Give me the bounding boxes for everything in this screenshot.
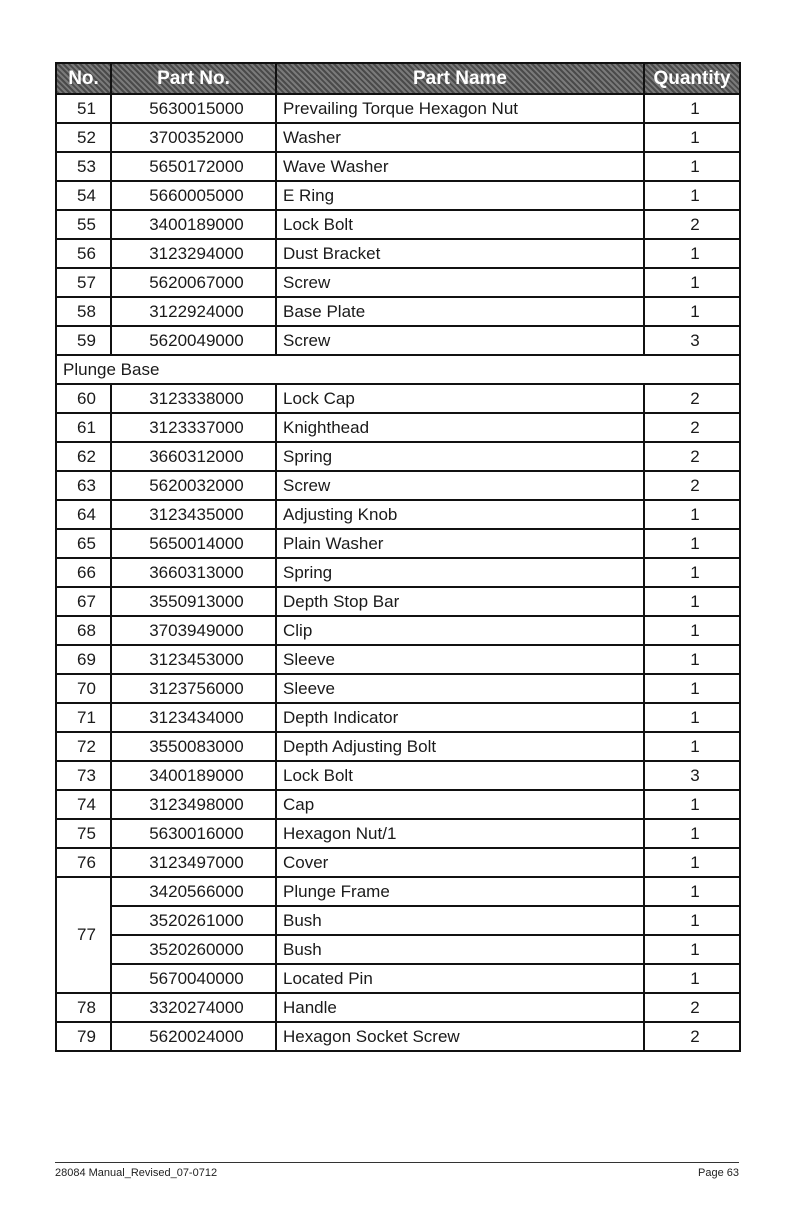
header-row <box>56 63 740 94</box>
part-name: Screw <box>276 268 644 297</box>
item-number: 63 <box>56 471 111 500</box>
section-row <box>56 355 740 384</box>
item-number: 65 <box>56 529 111 558</box>
part-name: Hexagon Nut/1 <box>276 819 644 848</box>
part-number: 5660005000 <box>111 181 276 210</box>
part-name: Screw <box>276 326 644 355</box>
part-name: Depth Stop Bar <box>276 587 644 616</box>
part-name: Lock Bolt <box>276 761 644 790</box>
item-number: 69 <box>56 645 111 674</box>
quantity: 2 <box>644 993 740 1022</box>
table-row <box>56 558 740 587</box>
item-number: 58 <box>56 297 111 326</box>
part-name: Lock Cap <box>276 384 644 413</box>
quantity: 1 <box>644 152 740 181</box>
table-row <box>56 877 740 906</box>
quantity: 1 <box>644 848 740 877</box>
item-number: 67 <box>56 587 111 616</box>
quantity: 1 <box>644 239 740 268</box>
table-row <box>56 848 740 877</box>
part-number: 3520260000 <box>111 935 276 964</box>
quantity: 1 <box>644 558 740 587</box>
table-row <box>56 123 740 152</box>
part-name: Plain Washer <box>276 529 644 558</box>
item-number: 55 <box>56 210 111 239</box>
table-row <box>56 500 740 529</box>
part-number: 3123337000 <box>111 413 276 442</box>
part-number: 3660313000 <box>111 558 276 587</box>
part-number: 5650172000 <box>111 152 276 181</box>
quantity: 2 <box>644 442 740 471</box>
item-number: 56 <box>56 239 111 268</box>
item-number: 73 <box>56 761 111 790</box>
item-number: 62 <box>56 442 111 471</box>
quantity: 1 <box>644 877 740 906</box>
header-part-no: Part No. <box>111 63 276 94</box>
part-name: Bush <box>276 935 644 964</box>
table-row <box>56 732 740 761</box>
item-number: 77 <box>56 877 111 993</box>
part-name: Cap <box>276 790 644 819</box>
part-number: 3123498000 <box>111 790 276 819</box>
part-number: 3700352000 <box>111 123 276 152</box>
table-row <box>56 1022 740 1051</box>
part-name: Bush <box>276 906 644 935</box>
table-row <box>56 645 740 674</box>
quantity: 2 <box>644 471 740 500</box>
quantity: 1 <box>644 964 740 993</box>
part-name: Dust Bracket <box>276 239 644 268</box>
quantity: 1 <box>644 268 740 297</box>
part-number: 3420566000 <box>111 877 276 906</box>
quantity: 1 <box>644 790 740 819</box>
item-number: 71 <box>56 703 111 732</box>
part-name: Adjusting Knob <box>276 500 644 529</box>
part-name: Located Pin <box>276 964 644 993</box>
table-row <box>56 587 740 616</box>
quantity: 1 <box>644 819 740 848</box>
table-row <box>56 442 740 471</box>
item-number: 51 <box>56 94 111 123</box>
quantity: 2 <box>644 384 740 413</box>
item-number: 60 <box>56 384 111 413</box>
table-row <box>56 703 740 732</box>
part-number: 3123435000 <box>111 500 276 529</box>
quantity: 2 <box>644 1022 740 1051</box>
part-number: 5620049000 <box>111 326 276 355</box>
item-number: 75 <box>56 819 111 848</box>
part-name: Spring <box>276 442 644 471</box>
part-name: Sleeve <box>276 674 644 703</box>
table-row <box>56 906 740 935</box>
quantity: 2 <box>644 210 740 239</box>
item-number: 61 <box>56 413 111 442</box>
part-number: 3550083000 <box>111 732 276 761</box>
table-row <box>56 152 740 181</box>
quantity: 1 <box>644 935 740 964</box>
item-number: 64 <box>56 500 111 529</box>
quantity: 1 <box>644 674 740 703</box>
part-number: 3123453000 <box>111 645 276 674</box>
part-number: 3660312000 <box>111 442 276 471</box>
page-footer <box>55 1162 739 1179</box>
quantity: 1 <box>644 587 740 616</box>
part-number: 3320274000 <box>111 993 276 1022</box>
part-number: 3123338000 <box>111 384 276 413</box>
part-name: Screw <box>276 471 644 500</box>
part-number: 5670040000 <box>111 964 276 993</box>
table-row <box>56 993 740 1022</box>
part-name: E Ring <box>276 181 644 210</box>
quantity: 1 <box>644 906 740 935</box>
part-number: 3123756000 <box>111 674 276 703</box>
quantity: 3 <box>644 761 740 790</box>
part-number: 3520261000 <box>111 906 276 935</box>
part-name: Depth Indicator <box>276 703 644 732</box>
part-name: Plunge Frame <box>276 877 644 906</box>
item-number: 79 <box>56 1022 111 1051</box>
quantity: 1 <box>644 529 740 558</box>
table-row <box>56 471 740 500</box>
section-label: Plunge Base <box>56 355 740 384</box>
table-row <box>56 616 740 645</box>
quantity: 1 <box>644 703 740 732</box>
parts-table <box>55 62 741 1052</box>
quantity: 2 <box>644 413 740 442</box>
item-number: 78 <box>56 993 111 1022</box>
header-no: No. <box>56 63 111 94</box>
part-number: 3123294000 <box>111 239 276 268</box>
table-row <box>56 384 740 413</box>
item-number: 57 <box>56 268 111 297</box>
item-number: 68 <box>56 616 111 645</box>
part-name: Depth Adjusting Bolt <box>276 732 644 761</box>
part-number: 5620067000 <box>111 268 276 297</box>
table-row <box>56 94 740 123</box>
item-number: 53 <box>56 152 111 181</box>
item-number: 52 <box>56 123 111 152</box>
quantity: 1 <box>644 616 740 645</box>
quantity: 1 <box>644 181 740 210</box>
part-name: Base Plate <box>276 297 644 326</box>
item-number: 74 <box>56 790 111 819</box>
item-number: 59 <box>56 326 111 355</box>
table-row <box>56 964 740 993</box>
item-number: 54 <box>56 181 111 210</box>
part-name: Washer <box>276 123 644 152</box>
part-number: 3400189000 <box>111 210 276 239</box>
part-number: 3123434000 <box>111 703 276 732</box>
quantity: 1 <box>644 123 740 152</box>
table-row <box>56 529 740 558</box>
quantity: 1 <box>644 94 740 123</box>
part-number: 3122924000 <box>111 297 276 326</box>
table-row <box>56 181 740 210</box>
item-number: 66 <box>56 558 111 587</box>
page-number: Page 63 <box>698 1167 739 1179</box>
part-name: Clip <box>276 616 644 645</box>
part-name: Cover <box>276 848 644 877</box>
item-number: 72 <box>56 732 111 761</box>
quantity: 3 <box>644 326 740 355</box>
table-row <box>56 935 740 964</box>
part-number: 5620032000 <box>111 471 276 500</box>
part-number: 3550913000 <box>111 587 276 616</box>
header-part-name: Part Name <box>276 63 644 94</box>
part-name: Wave Washer <box>276 152 644 181</box>
table-row <box>56 761 740 790</box>
document-id: 28084 Manual_Revised_07-0712 <box>55 1167 218 1179</box>
part-number: 3400189000 <box>111 761 276 790</box>
table-row <box>56 210 740 239</box>
table-row <box>56 413 740 442</box>
part-name: Handle <box>276 993 644 1022</box>
table-row <box>56 790 740 819</box>
table-row <box>56 268 740 297</box>
item-number: 70 <box>56 674 111 703</box>
part-name: Hexagon Socket Screw <box>276 1022 644 1051</box>
part-number: 3703949000 <box>111 616 276 645</box>
table-row <box>56 297 740 326</box>
table-row <box>56 326 740 355</box>
part-number: 5650014000 <box>111 529 276 558</box>
header-quantity: Quantity <box>644 63 740 94</box>
table-row <box>56 239 740 268</box>
part-number: 5630015000 <box>111 94 276 123</box>
quantity: 1 <box>644 732 740 761</box>
part-name: Prevailing Torque Hexagon Nut <box>276 94 644 123</box>
quantity: 1 <box>644 645 740 674</box>
part-number: 5630016000 <box>111 819 276 848</box>
table-row <box>56 674 740 703</box>
quantity: 1 <box>644 297 740 326</box>
part-number: 3123497000 <box>111 848 276 877</box>
part-number: 5620024000 <box>111 1022 276 1051</box>
table-row <box>56 819 740 848</box>
quantity: 1 <box>644 500 740 529</box>
part-name: Spring <box>276 558 644 587</box>
part-name: Knighthead <box>276 413 644 442</box>
part-name: Lock Bolt <box>276 210 644 239</box>
part-name: Sleeve <box>276 645 644 674</box>
item-number: 76 <box>56 848 111 877</box>
